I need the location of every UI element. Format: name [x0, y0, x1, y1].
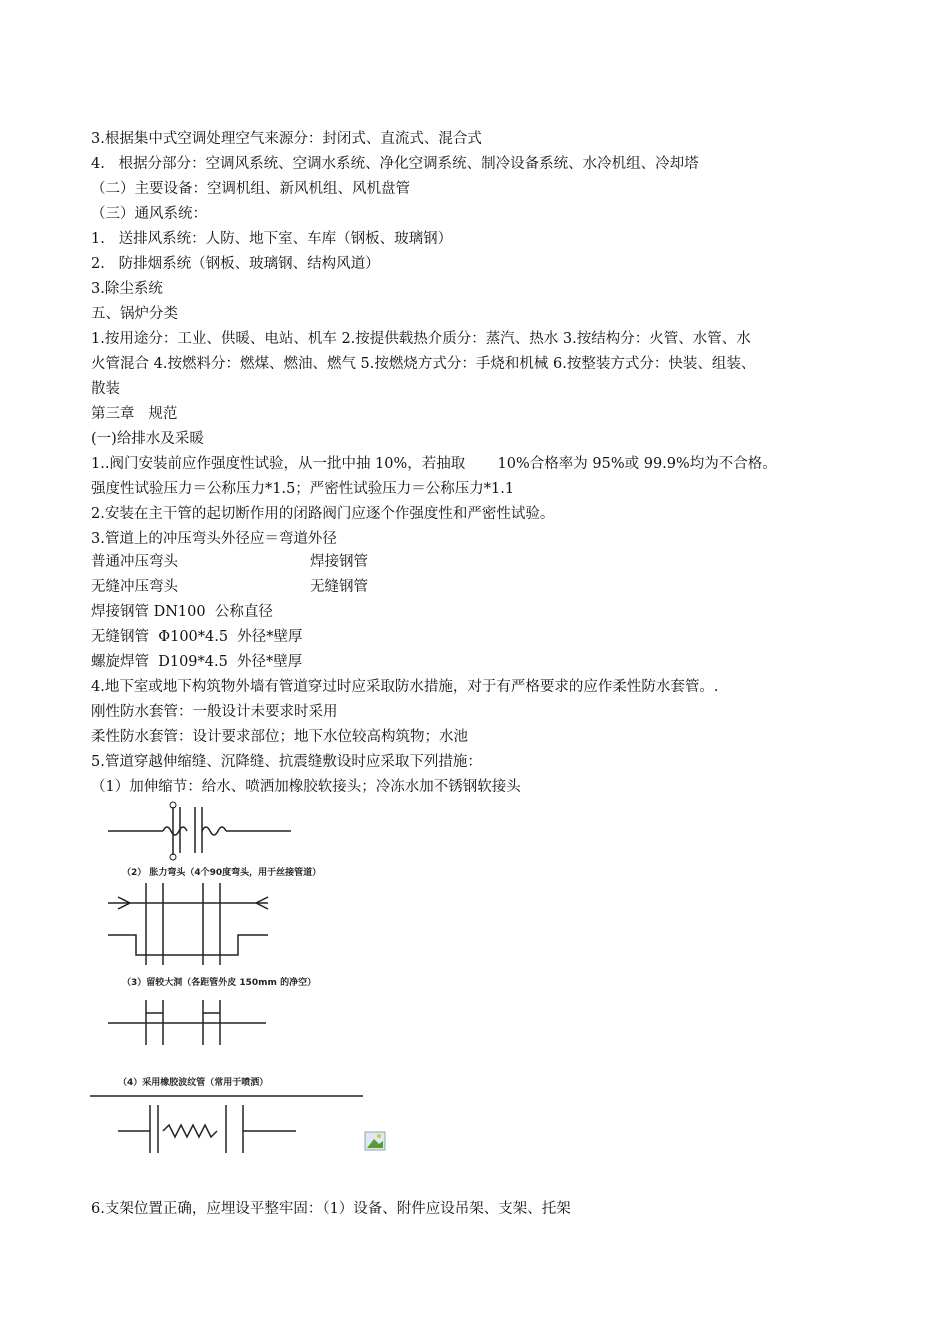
col2-welded-pipe: 焊接钢管 — [310, 554, 368, 570]
image-placeholder-icon — [365, 1132, 385, 1150]
last-line: 6.支架位置正确，应埋设平整牢固：（1）设备、附件应设吊架、支架、托架 — [91, 1201, 571, 1217]
text-line: 普通冲压弯头 — [91, 554, 178, 570]
figure-caption-3: （3）留较大洞（各距管外皮 150mm 的净空） — [122, 978, 317, 988]
figure-caption-2: （2） 胀力弯头（4个90度弯头，用于丝接管道） — [122, 868, 322, 878]
text-line: 5.管道穿越伸缩缝、沉降缝、抗震缝敷设时应采取下列措施： — [91, 754, 482, 770]
text-line: 螺旋焊管 D109*4.5 外径*壁厚 — [91, 654, 303, 670]
text-line: 散装 — [91, 381, 120, 397]
text-line: 3.管道上的冲压弯头外径应＝弯道外径 — [91, 531, 337, 547]
text-line: 第三章 规范 — [91, 406, 178, 422]
text-line: （三）通风系统： — [91, 206, 207, 222]
text-line: （二）主要设备：空调机组、新风机组、风机盘管 — [91, 181, 410, 197]
text-line: 1. 送排风系统：人防、地下室、车库（钢板、玻璃钢） — [91, 231, 453, 247]
text-line: 五、锅炉分类 — [91, 306, 178, 322]
text-line: 2.安装在主干管的起切断作用的闭路阀门应逐个作强度性和严密性试验。 — [91, 506, 555, 522]
text-line: 火管混合 4.按燃料分：燃煤、燃油、燃气 5.按燃烧方式分：手烧和机械 6.按整装方式分：快装、组装、 — [91, 356, 756, 372]
text-line: （1）加伸缩节：给水、喷洒加橡胶软接头；冷冻水加不锈钢软接头 — [91, 779, 521, 795]
text-line: 4.地下室或地下构筑物外墙有管道穿过时应采取防水措施，对于有严格要求的应作柔性防水套管。. — [91, 679, 719, 695]
text-line: 强度性试验压力＝公称压力*1.5；严密性试验压力＝公称压力*1.1 — [91, 481, 515, 497]
col2-seamless-pipe: 无缝钢管 — [310, 579, 368, 595]
text-line: 3.除尘系统 — [91, 281, 163, 297]
text-line: 4. 根据分部分：空调风系统、空调水系统、净化空调系统、制冷设备系统、水冷机组、冷却塔 — [91, 156, 699, 172]
figure-caption-4: （4）采用橡胶波纹管（常用于喷洒） — [118, 1078, 269, 1088]
text-line: 2. 防排烟系统（钢板、玻璃钢、结构风道） — [91, 256, 380, 272]
text-line: 柔性防水套管：设计要求部位；地下水位较高构筑物；水池 — [91, 729, 468, 745]
text-line: 3.根据集中式空调处理空气来源分：封闭式、直流式、混合式 — [91, 131, 482, 147]
text-line: (一)给排水及采暖 — [91, 431, 204, 447]
text-line: 焊接钢管 DN100 公称直径 — [91, 604, 273, 620]
text-line: 无缝钢管 Φ100*4.5 外径*壁厚 — [91, 629, 303, 645]
expansion-diagram — [88, 795, 388, 1160]
expansion-measures-figure — [88, 795, 388, 1160]
text-line: 1.按用途分：工业、供暖、电站、机车 2.按提供载热介质分：蒸汽、热水 3.按结构分：火管、水管、水 — [91, 331, 751, 347]
text-line: 无缝冲压弯头 — [91, 579, 178, 595]
text-line: 1..阀门安装前应作强度性试验，从一批中抽 10%，若抽取 10%合格率为 95%或 99.9%均为不合格。 — [91, 456, 777, 472]
text-line: 刚性防水套管：一般设计未要求时采用 — [91, 704, 338, 720]
